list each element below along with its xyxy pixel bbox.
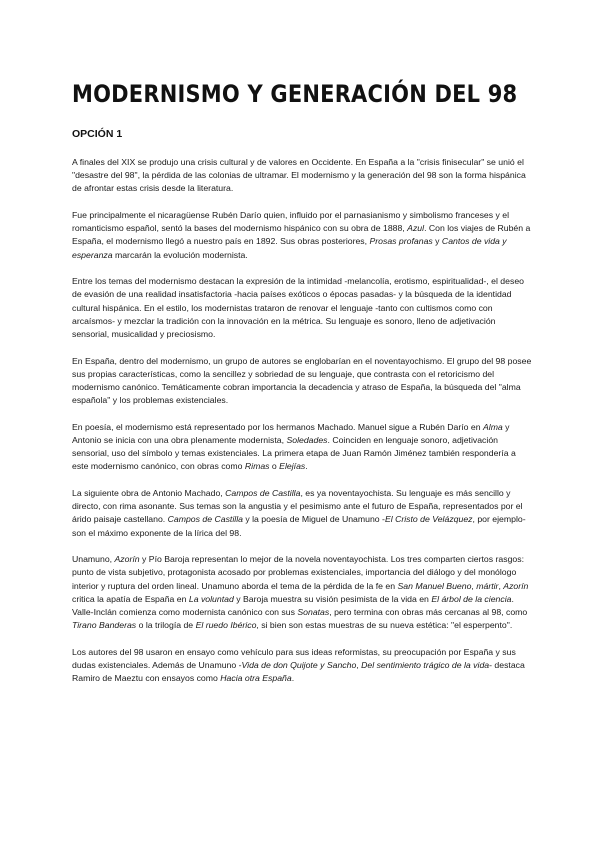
paragraph-text: La siguiente obra de Antonio Machado, [72,488,226,499]
paragraph-text: Entre los temas del modernismo destacan la expresión de la intimidad -melancolía, erotismo, espiritualidad-, el deseo de evasión de una realidad insatisfactoria -hacia países exóticos o épocas pasadas- y la búsqueda de la identidad cultural hispánica. En el estilo, los modernistas trataron de renovar el lenguaje -tanto con cultismos como con arcaísmos- y mezclar la tradición con la innovación en la métrica. Su lenguaje es sonoro, lleno de adjetivación sensorial, musicalidad y preciosismo. [72,276,524,340]
work-title: Campos de Castilla [225,488,301,499]
work-title: Vida de don Quijote y Sancho [241,660,357,671]
paragraph-text: y Baroja muestra su visión pesimista de la vida en [233,593,432,604]
paragraph-text: . Valle-Inclán comienza como modernista canónico con sus [72,593,514,618]
paragraph-text: - destaca Ramiro de Maeztu con ensayos como [72,660,525,684]
work-title: San Manuel Bueno [397,580,472,591]
paragraph-6 [72,487,532,540]
paragraph-text: Unamuno, [72,554,115,565]
paragraph-text: . [291,673,295,684]
paragraph-5 [72,421,532,474]
work-title: mártir [476,580,499,591]
document-body [72,156,532,699]
paragraph-text: , por ejemplo- son el máximo exponente de la lírica del 98. [72,514,526,538]
paragraph-3 [72,275,532,341]
work-title: Azorín [503,580,529,591]
work-title: El árbol de la ciencia [431,593,512,604]
work-title: Del sentimiento trágico de la vida [361,660,490,671]
work-title: Elejías [279,461,306,472]
work-title: Cantos de vida y esperanza [72,236,507,260]
paragraph-text: , [471,580,477,591]
paragraph-text: , si bien son estas muestras de su nueva estética: "el esperpento". [256,620,513,631]
paragraph-4 [72,355,532,408]
work-title: Alma [482,421,503,432]
work-title: Sonatas [297,607,330,618]
paragraph-text: A finales del XIX se produjo una crisis cultural y de valores en Occidente. En España a la "crisis finisecular" se unió el "desastre del 98", la pérdida de las colonias de ultramar. El modernismo y la generación del 98 son la forma hispánica de afrontar estas crisis desde la literatura. [72,157,526,194]
paragraph-text: y Pío Baroja representan lo mejor de la novela noventayochista. Los tres comparten ciertos rasgos: punto de vista subjetivo, protagonista acosado por problemas existenciales, importancia del diálogo y del monólogo interior y ruptura del orden lineal. Unamuno aborda el tema de la pérdida de la fe en [72,554,524,591]
work-title: Soledades [286,435,328,446]
section-subtitle: OPCIÓN 1 [72,128,123,140]
paragraph-2 [72,209,532,262]
paragraph-text: , es ya noventayochista. Su lenguaje es más sencillo y directo, con rima asonante. Sus temas son la angustia y el pesimismo ante el futuro de España, representados por el árido paisaje castellano. [72,488,523,525]
paragraph-text: critica la apatía de España en [72,593,189,604]
work-title: Prosas profanas [369,236,433,247]
paragraph-text: o la trilogía de [136,620,196,631]
work-title: El Cristo de Velázquez [384,514,473,525]
paragraph-text: , [498,580,504,591]
paragraph-text: , pero termina con obras más cercanas al 98, como [329,607,528,618]
work-title: Azul [407,223,425,234]
paragraph-1 [72,156,532,196]
work-title: La voluntad [188,593,234,604]
paragraph-text: y [432,236,442,247]
paragraph-7 [72,553,532,632]
paragraph-8 [72,646,532,686]
work-title: Tirano Banderas [72,620,137,631]
paragraph-text: . Con los viajes de Rubén a España, el modernismo llegó a nuestro país en 1892. Sus obras posteriores, [72,223,531,247]
work-title: Campos de Castilla [167,514,243,525]
paragraph-text: , [356,660,362,671]
work-title: Rimas [244,461,270,472]
paragraph-text: En España, dentro del modernismo, un grupo de autores se englobarían en el noventayochismo. El grupo del 98 posee sus propias características, como la sencillez y sobriedad de su lenguaje, que contrasta con el retoricismo del modernismo canónico. Temáticamente cobran importancia la decadencia y atraso de España, la búsqueda del "alma española" y los problemas existenciales. [72,355,532,406]
work-title: Azorín [114,554,140,565]
paragraph-text: Los autores del 98 usaron en ensayo como vehículo para sus ideas reformistas, su preocupación por España y sus dudas existenciales. Además de Unamuno - [72,646,516,671]
paragraph-text: En poesía, el modernismo está representado por los hermanos Machado. Manuel sigue a Rubén Darío en [72,421,483,432]
work-title: El ruedo Ibérico [195,620,257,631]
work-title: Hacia otra España [220,673,292,684]
paragraph-text: y Antonio se inicia con una obra plenamente modernista, [72,421,510,446]
paragraph-text: o [269,461,280,472]
paragraph-text: y la poesía de Miguel de Unamuno - [242,514,385,525]
paragraph-text: . Coinciden en lenguaje sonoro, adjetivación sensorial, uso del símbolo y temas existenciales. La primera etapa de Juan Ramón Jiménez también respondería a este modernismo canónico, con obras como [72,435,516,472]
paragraph-text: Fue principalmente el nicaragüense Rubén Darío quien, influido por el parnasianismo y simbolismo franceses y el romanticismo español, sentó la bases del modernismo hispánico con su obra de 1888, [72,210,510,234]
paragraph-text: . [305,461,308,472]
paragraph-text: marcarán la evolución modernista. [112,249,248,260]
page-title: MODERNISMO Y GENERACIÓN DEL 98 [72,80,518,108]
